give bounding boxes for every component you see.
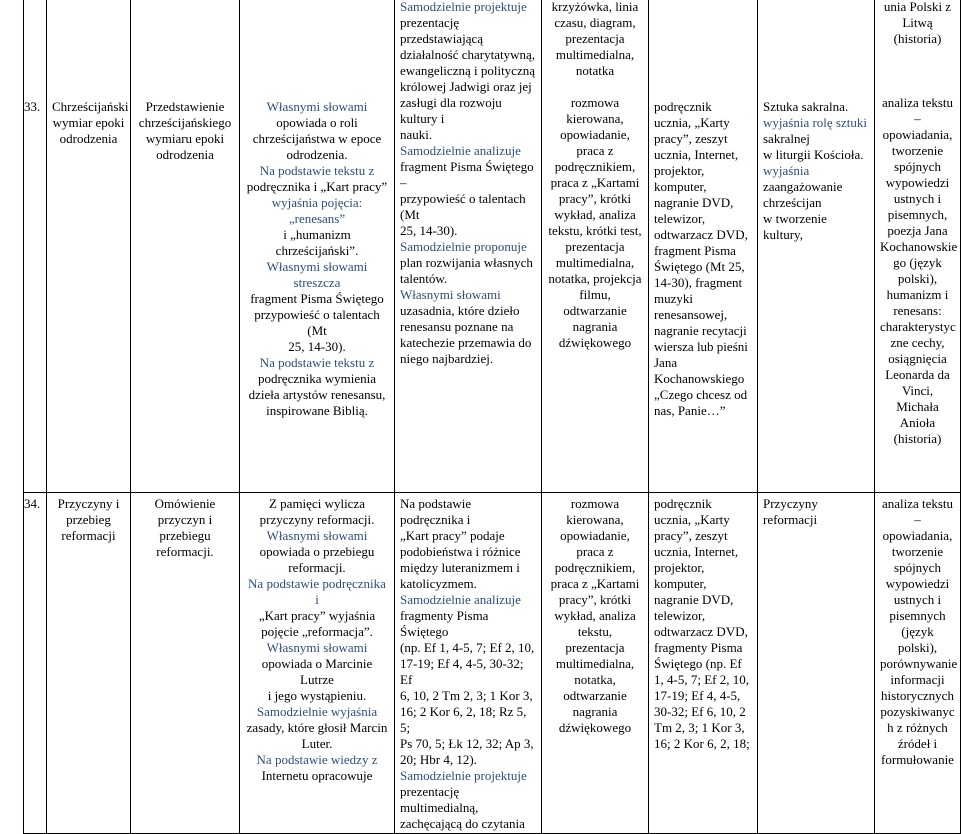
table-row: [24, 0, 961, 493]
basic-requirements-line: i jego wystąpieniu.: [267, 688, 367, 703]
extended-requirements-line: katechezie przemawia do: [400, 335, 532, 350]
teaching-aids-line: Świętego (Mt 25,: [654, 259, 745, 274]
lesson-topic-line: reformacji: [61, 528, 116, 543]
teaching-aids-line: 30-32; Ef 6, 10, 2: [654, 704, 746, 719]
liturgy-link-line: zaangażowanie: [763, 179, 843, 194]
extended-requirements: [395, 493, 542, 834]
extended-requirements-line: zachęcającą do czytania: [400, 816, 525, 831]
interdisciplinary-correlation-line: osiągnięcia: [888, 351, 947, 366]
interdisciplinary-correlation-line: analiza tekstu: [881, 95, 954, 110]
teaching-methods-line: opowiadanie,: [560, 528, 630, 543]
lesson-topic-line: przebieg: [66, 512, 111, 527]
lesson-number: 33.: [24, 0, 47, 493]
basic-requirements-line: chrześcijaństwa w epoce: [252, 131, 382, 146]
teaching-aids-line: ucznia, Internet,: [654, 544, 739, 559]
teaching-methods-line: nagrania: [572, 704, 618, 719]
teaching-methods-line: podręcznikiem,: [554, 159, 636, 174]
lesson-goals-line: wymiaru epoki: [145, 131, 225, 146]
liturgy-link-line: wyjaśnia: [763, 163, 810, 178]
teaching-aids-line: fragment Pisma: [654, 243, 736, 258]
teaching-methods-line: opowiadanie,: [560, 127, 630, 142]
teaching-methods-line: prezentacja: [565, 31, 625, 46]
lesson-goals-line: przebiegu: [159, 528, 211, 543]
interdisciplinary-correlation-line: pozyskiwanyc: [880, 704, 955, 719]
extended-requirements-line: Samodzielnie analizuje: [400, 143, 521, 158]
interdisciplinary-correlation-line: porównywanie: [880, 656, 958, 671]
teaching-aids-line: Kochanowskiego: [654, 371, 745, 386]
extended-requirements: [395, 0, 542, 493]
teaching-aids-line: nagranie recytacji: [654, 323, 747, 338]
interdisciplinary-correlation-line: renesans:: [893, 303, 942, 318]
basic-requirements-line: dzieła artystów renesansu,: [248, 387, 386, 402]
interdisciplinary-correlation-line: poezja Jana: [887, 223, 948, 238]
teaching-aids-line: komputer,: [654, 576, 707, 591]
basic-requirements-line: Internetu opracowuje: [261, 768, 373, 783]
teaching-methods-line: pracy”, krótki: [558, 191, 632, 206]
teaching-aids-line: telewizor,: [654, 608, 706, 623]
basic-requirements-line: Z pamięci wylicza: [268, 496, 365, 511]
teaching-methods-line: prezentacja: [565, 239, 625, 254]
teaching-aids: [649, 493, 758, 834]
extended-requirements-line: 6, 10, 2 Tm 2, 3; 1 Kor 3,: [400, 688, 533, 703]
interdisciplinary-correlation-line: formułowanie: [881, 752, 954, 767]
lesson-number: 34.: [24, 493, 47, 834]
teaching-aids-line: 14-30), fragment: [654, 275, 743, 290]
extended-requirements-line: niego najbardziej.: [400, 351, 494, 366]
interdisciplinary-correlation-line: –: [914, 111, 921, 126]
teaching-methods-line: odtwarzanie: [563, 303, 627, 318]
teaching-aids-line: telewizor,: [654, 211, 706, 226]
teaching-methods-line: filmu,: [579, 287, 611, 302]
interdisciplinary-correlation-line: ustnych i: [893, 592, 942, 607]
basic-requirements-line: pojęcie „reformacja”.: [261, 624, 373, 639]
basic-requirements-line: Na podstawie podręcznika i: [248, 576, 386, 607]
basic-requirements-line: Własnymi słowami streszcza: [266, 259, 368, 290]
teaching-aids-line: renesansowej,: [654, 307, 728, 322]
interdisciplinary-correlation-line: Kochanowskie: [880, 239, 958, 254]
lesson-goals-line: odrodzenia: [156, 147, 214, 162]
correlation-top-line: Litwą: [902, 15, 933, 30]
lesson-topic-line: wymiar epoki: [52, 115, 125, 130]
teaching-methods-line: multimedialna,: [555, 255, 635, 270]
correlation-top-line: unia Polski z: [883, 0, 952, 14]
teaching-aids-line: nas, Panie…”: [654, 403, 726, 418]
interdisciplinary-correlation-line: go (język: [893, 255, 942, 270]
extended-requirements-line: podobieństwa i różnice: [400, 544, 521, 559]
lesson-goals-line: reformacji.: [156, 544, 214, 559]
basic-requirements-line: wyjaśnia pojęcia: „renesans”: [271, 195, 363, 226]
basic-requirements-line: przyczyny reformacji.: [259, 512, 375, 527]
teaching-aids-line: odtwarzacz DVD,: [654, 227, 748, 242]
basic-requirements-line: opowiada o roli: [276, 115, 358, 130]
teaching-methods-line: notatka: [575, 63, 615, 78]
teaching-aids-line: komputer,: [654, 179, 707, 194]
lesson-topic-line: Chrześcijański: [52, 99, 129, 114]
lesson-topic-line: odrodzenia: [59, 131, 118, 146]
teaching-methods-line: rozmowa: [570, 496, 620, 511]
basic-requirements-line: Na podstawie tekstu z: [259, 355, 375, 370]
extended-requirements-line: nauki.: [400, 127, 433, 142]
teaching-methods-line: praca z „Kartami: [550, 175, 640, 190]
extended-requirements-line: 20; Hbr 4, 12).: [400, 752, 477, 767]
basic-requirements: [240, 493, 395, 834]
interdisciplinary-correlation-line: opowiadania,: [882, 528, 953, 543]
spacer: [880, 47, 955, 95]
teaching-aids-line: ucznia, Internet,: [654, 147, 739, 162]
teaching-methods-line: wykład, analiza: [554, 207, 636, 222]
basic-requirements-line: 25, 14-30).: [288, 339, 346, 354]
basic-requirements-line: Samodzielnie wyjaśnia: [256, 704, 378, 719]
basic-requirements-line: odrodzenia.: [286, 147, 348, 162]
teaching-aids: [649, 0, 758, 493]
extended-requirements-line: przypowieść o talentach (Mt: [400, 191, 526, 222]
lesson-goals-line: chrześcijańskiego: [138, 115, 232, 130]
teaching-methods-line: odtwarzanie: [563, 688, 627, 703]
lesson-goals-line: Omówienie: [154, 496, 216, 511]
teaching-methods-line: multimedialna,: [555, 656, 635, 671]
liturgy-link-line: wyjaśnia rolę sztuki: [763, 115, 867, 130]
teaching-methods-line: wykład, analiza: [554, 608, 636, 623]
basic-requirements-line: opowiada o przebiegu: [259, 544, 375, 559]
interdisciplinary-correlation-line: ustnych i: [893, 191, 942, 206]
teaching-methods-line: kierowana,: [566, 512, 624, 527]
extended-requirements-line: katolicyzmem.: [400, 576, 477, 591]
interdisciplinary-correlation-line: źródeł i: [897, 736, 938, 751]
extended-requirements-line: 17-19; Ef 4, 4-5, 30-32; Ef: [400, 656, 524, 687]
basic-requirements-line: Na podstawie tekstu z: [259, 163, 375, 178]
extended-requirements-line: Ps 70, 5; Łk 12, 32; Ap 3,: [400, 736, 534, 751]
teaching-aids-line: 1, 4-5, 7; Ef 2, 10,: [654, 672, 749, 687]
teaching-aids-line: nagranie DVD,: [654, 195, 734, 210]
extended-requirements-line: królowej Jadwigi oraz jej: [400, 79, 532, 94]
liturgy-link: [758, 493, 875, 834]
interdisciplinary-correlation-line: analiza tekstu: [881, 496, 954, 511]
teaching-methods-line: tekstu, krótki test,: [548, 223, 642, 238]
basic-requirements-line: przypowieść o talentach (Mt: [254, 307, 380, 338]
lesson-goals: [131, 0, 240, 493]
extended-requirements-line: Na podstawie podręcznika i: [400, 496, 472, 527]
interdisciplinary-correlation-line: wypowiedzi: [885, 576, 950, 591]
teaching-methods-line: tekstu,: [577, 624, 613, 639]
extended-requirements-line: 16; 2 Kor 6, 2, 18; Rz 5, 5;: [400, 704, 527, 735]
liturgy-link-line: Przyczyny reformacji: [763, 496, 818, 527]
table-row: [24, 493, 961, 834]
teaching-aids-line: projektor,: [654, 163, 705, 178]
basic-requirements-line: Własnymi słowami: [266, 99, 368, 114]
interdisciplinary-correlation-line: informacji: [890, 672, 945, 687]
teaching-aids-line: pracy”, zeszyt: [654, 528, 728, 543]
teaching-methods-line: praca z: [576, 143, 614, 158]
basic-requirements-line: podręcznika wymienia: [257, 371, 377, 386]
liturgy-link: [758, 0, 875, 493]
extended-requirements-line: fragmenty Pisma Świętego: [400, 608, 489, 639]
basic-requirements: [240, 0, 395, 493]
extended-requirements-line: uzasadnia, które dzieło: [400, 303, 520, 318]
lesson-goals: [131, 493, 240, 834]
extended-requirements-line: (np. Ef 1, 4-5, 7; Ef 2, 10,: [400, 640, 535, 655]
teaching-methods-line: notatka, projekcja: [548, 271, 642, 286]
basic-requirements-line: podręcznika i „Kart pracy”: [246, 179, 388, 194]
basic-requirements-line: „Kart pracy” wyjaśnia: [258, 608, 376, 623]
lesson-topic-line: Przyczyny i: [57, 496, 120, 511]
correlation-top-line: (historia): [893, 31, 942, 46]
teaching-methods-line: praca z „Kartami: [550, 576, 640, 591]
interdisciplinary-correlation-line: wypowiedzi: [885, 175, 950, 190]
interdisciplinary-correlation-line: –: [914, 512, 921, 527]
extended-requirements-line: prezentację przedstawiającą: [400, 15, 484, 46]
teaching-methods: [542, 0, 649, 493]
teaching-aids-line: pracy”, zeszyt: [654, 131, 728, 146]
teaching-aids-line: Świętego (np. Ef: [654, 656, 742, 671]
teaching-methods-line: prezentacja: [565, 640, 625, 655]
lesson-goals-line: przyczyn i: [157, 512, 213, 527]
teaching-aids-line: ucznia, „Karty: [654, 115, 730, 130]
interdisciplinary-correlation-line: (historia): [893, 431, 942, 446]
interdisciplinary-correlation-line: charakterystyc: [880, 319, 956, 334]
interdisciplinary-correlation-line: pisemnych,: [887, 207, 948, 222]
extended-requirements-line: zasługi dla rozwoju kultury i: [400, 95, 502, 126]
teaching-methods-line: krzyżówka, linia: [551, 0, 639, 14]
lesson-topic: [47, 493, 131, 834]
teaching-methods-line: nagrania: [572, 319, 618, 334]
extended-requirements-line: fragment Pisma Świętego –: [400, 159, 534, 190]
interdisciplinary-correlation-line: Vinci, Michała: [896, 383, 939, 414]
teaching-methods-line: [547, 79, 643, 95]
interdisciplinary-correlation-line: (język polski),: [897, 624, 938, 655]
basic-requirements-line: Na podstawie wiedzy z: [256, 752, 378, 767]
teaching-methods-line: multimedialna,: [555, 47, 635, 62]
lesson-topic: [47, 0, 131, 493]
teaching-aids-line: odtwarzacz DVD,: [654, 624, 748, 639]
liturgy-link-line: sakralnej: [763, 131, 810, 146]
liturgy-link-line: chrześcijan: [763, 195, 822, 210]
basic-requirements-line: Własnymi słowami: [266, 528, 368, 543]
teaching-aids-line: fragmenty Pisma: [654, 640, 743, 655]
extended-requirements-line: Samodzielnie proponuje: [400, 239, 527, 254]
teaching-methods-line: czasu, diagram,: [554, 15, 636, 30]
teaching-aids-line: 17-19; Ef 4, 4-5,: [654, 688, 741, 703]
teaching-aids-line: nagranie DVD,: [654, 592, 734, 607]
extended-requirements-line: talentów.: [400, 271, 448, 286]
interdisciplinary-correlation-line: opowiadania,: [882, 127, 953, 142]
teaching-aids-line: podręcznik: [654, 99, 712, 114]
interdisciplinary-correlation: [875, 0, 961, 493]
basic-requirements-line: Luter.: [301, 736, 333, 751]
extended-requirements-line: prezentację multimedialną,: [400, 784, 479, 815]
basic-requirements-line: opowiada o Marcinie Lutrze: [261, 656, 373, 687]
teaching-methods-line: dźwiękowego: [558, 335, 632, 350]
interdisciplinary-correlation-line: zne cechy,: [890, 335, 945, 350]
teaching-aids-line: muzyki: [654, 291, 693, 306]
teaching-aids-line: Tm 2, 3; 1 Kor 3,: [654, 720, 745, 735]
interdisciplinary-correlation-line: spójnych: [894, 159, 941, 174]
basic-requirements-line: i „humanizm: [283, 227, 351, 242]
teaching-methods-line: pracy”, krótki: [558, 592, 632, 607]
interdisciplinary-correlation: [875, 493, 961, 834]
basic-requirements-line: chrześcijański”.: [275, 243, 359, 258]
basic-requirements-line: zasady, które głosił Marcin: [246, 720, 388, 735]
extended-requirements-line: Samodzielnie projektuje: [400, 0, 527, 14]
teaching-aids-line: „Czego chcesz od: [654, 387, 748, 402]
teaching-methods-line: podręcznikiem,: [554, 560, 636, 575]
interdisciplinary-correlation-line: tworzenie: [891, 143, 944, 158]
interdisciplinary-correlation-line: humanizm i: [886, 287, 949, 302]
interdisciplinary-correlation-line: pisemnych: [889, 608, 946, 623]
teaching-aids-line: projektor,: [654, 560, 705, 575]
interdisciplinary-correlation-line: h z różnych: [887, 720, 948, 735]
teaching-aids-line: wiersza lub pieśni: [654, 339, 748, 354]
interdisciplinary-correlation-line: polski),: [897, 271, 938, 286]
basic-requirements-line: fragment Pisma Świętego: [250, 291, 384, 306]
extended-requirements-line: Własnymi słowami: [400, 287, 501, 302]
extended-requirements-line: plan rozwijania własnych: [400, 255, 533, 270]
liturgy-link-line: Sztuka sakralna.: [763, 99, 849, 114]
teaching-methods-line: rozmowa: [570, 95, 620, 110]
curriculum-table: [23, 0, 961, 834]
extended-requirements-line: 25, 14-30).: [400, 223, 458, 238]
interdisciplinary-correlation-line: spójnych: [894, 560, 941, 575]
extended-requirements-line: między luteranizmem i: [400, 560, 520, 575]
extended-requirements-line: Samodzielnie analizuje: [400, 592, 521, 607]
teaching-aids-line: 16; 2 Kor 6, 2, 18;: [654, 736, 750, 751]
extended-requirements-line: działalność charytatywną,: [400, 47, 535, 62]
liturgy-link-line: w liturgii Kościoła.: [763, 147, 864, 162]
liturgy-link-line: w tworzenie kultury,: [763, 211, 827, 242]
extended-requirements-line: renesansu poznane na: [400, 319, 514, 334]
interdisciplinary-correlation-line: historycznych: [881, 688, 954, 703]
basic-requirements-line: reformacji.: [288, 560, 346, 575]
extended-requirements-line: ewangeliczną i polityczną: [400, 63, 535, 78]
teaching-methods-line: kierowana,: [566, 111, 624, 126]
interdisciplinary-correlation-line: Leonarda da: [885, 367, 950, 382]
extended-requirements-line: Samodzielnie projektuje: [400, 768, 527, 783]
teaching-methods: [542, 493, 649, 834]
teaching-methods-line: dźwiękowego: [558, 720, 632, 735]
interdisciplinary-correlation-line: Anioła: [899, 415, 936, 430]
teaching-methods-line: notatka,: [574, 672, 616, 687]
basic-requirements-line: inspirowane Biblią.: [266, 403, 368, 418]
basic-requirements-line: Własnymi słowami: [266, 640, 368, 655]
interdisciplinary-correlation-line: tworzenie: [891, 544, 944, 559]
lesson-goals-line: Przedstawienie: [145, 99, 225, 114]
teaching-methods-line: praca z: [576, 544, 614, 559]
teaching-aids-line: ucznia, „Karty: [654, 512, 730, 527]
extended-requirements-line: „Kart pracy” podaje: [400, 528, 505, 543]
teaching-aids-line: podręcznik: [654, 496, 712, 511]
teaching-aids-line: Jana: [654, 355, 678, 370]
